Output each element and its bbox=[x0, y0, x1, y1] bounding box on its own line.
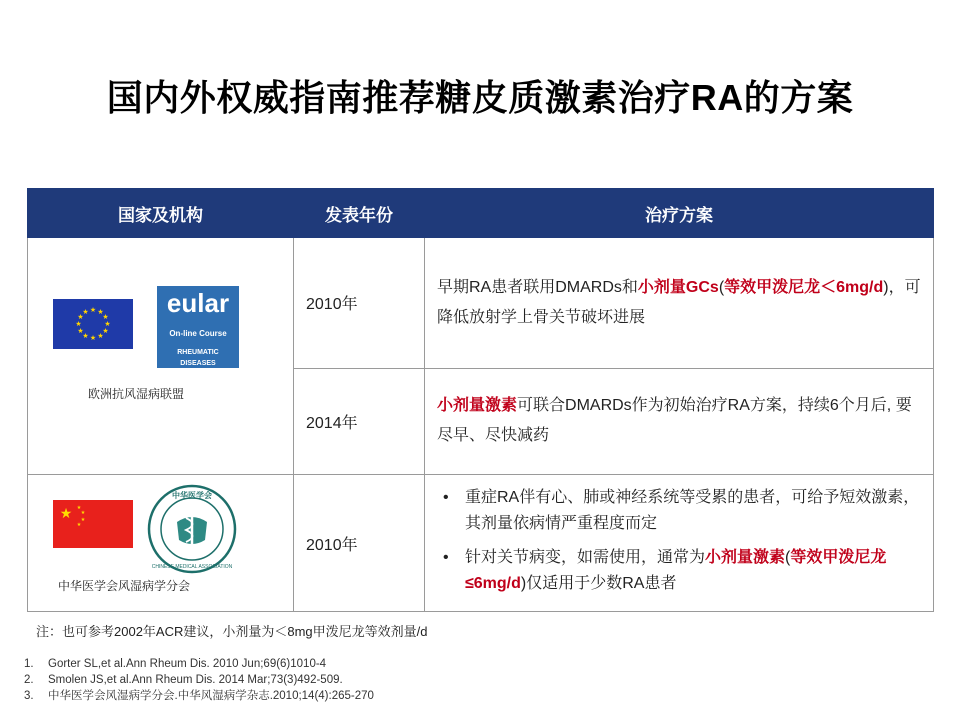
svg-text:★: ★ bbox=[80, 517, 86, 523]
list-item: • 重症RA伴有心、肺或神经系统等受累的患者，可给予短效激素，其剂量依病情严重程度而定 bbox=[437, 485, 921, 537]
svg-text:★: ★ bbox=[89, 335, 97, 342]
svg-text:★: ★ bbox=[76, 505, 82, 511]
svg-text:★: ★ bbox=[82, 309, 89, 316]
table-row bbox=[28, 238, 934, 369]
list-item: • 针对关节病变，如需使用，通常为小剂量激素(等效甲泼尼龙≤6mg/d)仅适用于少数RA患者 bbox=[437, 545, 921, 597]
plan-cell bbox=[425, 475, 934, 612]
svg-text:★: ★ bbox=[102, 328, 109, 335]
plan-cell: 小剂量激素可联合DMARDs作为初始治疗RA方案，持续6个月后, 要尽早、尽快减药 bbox=[425, 368, 934, 474]
guideline-table bbox=[27, 188, 934, 612]
reference-item: 1. Gorter SL,et al.Ann Rheum Dis. 2010 Jun;69(6)1010-4 bbox=[24, 658, 327, 670]
eular-logo: eular On-line Course RHEUMATIC DISEASES bbox=[157, 286, 239, 368]
plan-cell: 早期RA患者联用DMARDs和小剂量GCs(等效甲泼尼龙＜6mg/d)，可降低放射学上骨关节破坏进展 bbox=[425, 238, 934, 369]
org-label-cma: 中华医学会风湿病学分会 bbox=[58, 579, 191, 593]
svg-text:★: ★ bbox=[97, 309, 104, 316]
svg-text:★: ★ bbox=[82, 333, 89, 340]
page-title: 国内外权威指南推荐糖皮质激素治疗RA的方案 bbox=[106, 77, 854, 118]
china-flag-icon bbox=[53, 500, 133, 548]
table-header-row bbox=[28, 189, 934, 238]
svg-text:CHINESE MEDICAL ASSOCIATION: CHINESE MEDICAL ASSOCIATION bbox=[151, 564, 233, 570]
header-plan: 治疗方案 bbox=[425, 189, 934, 238]
reference-item: 2. Smolen JS,et al.Ann Rheum Dis. 2014 Mar;73(3)492-509. bbox=[24, 674, 343, 686]
header-year: 发表年份 bbox=[294, 189, 425, 238]
svg-text:★: ★ bbox=[104, 321, 111, 328]
eu-flag-icon bbox=[53, 299, 133, 349]
references bbox=[24, 656, 374, 704]
svg-text:★: ★ bbox=[80, 510, 86, 516]
reference-item: 3. 中华医学会风湿病学分会.中华风湿病学杂志.2010;14(4):265-270 bbox=[24, 690, 374, 702]
header-organization: 国家及机构 bbox=[28, 189, 294, 238]
org-cell-eular bbox=[28, 238, 294, 475]
svg-text:★: ★ bbox=[77, 314, 84, 321]
cma-logo-icon bbox=[147, 484, 237, 574]
svg-text:★: ★ bbox=[89, 307, 97, 314]
table-row bbox=[28, 475, 934, 612]
svg-text:★: ★ bbox=[97, 333, 104, 340]
svg-text:★: ★ bbox=[76, 522, 82, 528]
year-cell: 2010年 bbox=[294, 475, 425, 612]
svg-text:★: ★ bbox=[59, 505, 73, 521]
svg-text:★: ★ bbox=[77, 328, 84, 335]
svg-text:中华医学会: 中华医学会 bbox=[172, 491, 212, 500]
footnote: 注：也可参考2002年ACR建议，小剂量为＜8mg甲泼尼龙等效剂量/d bbox=[36, 624, 428, 639]
year-cell: 2010年 bbox=[294, 238, 425, 369]
svg-text:★: ★ bbox=[75, 321, 82, 328]
svg-text:★: ★ bbox=[102, 314, 109, 321]
org-label-eular: 欧洲抗风湿病联盟 bbox=[88, 387, 185, 401]
year-cell: 2014年 bbox=[294, 368, 425, 474]
org-cell-cma bbox=[28, 475, 294, 612]
